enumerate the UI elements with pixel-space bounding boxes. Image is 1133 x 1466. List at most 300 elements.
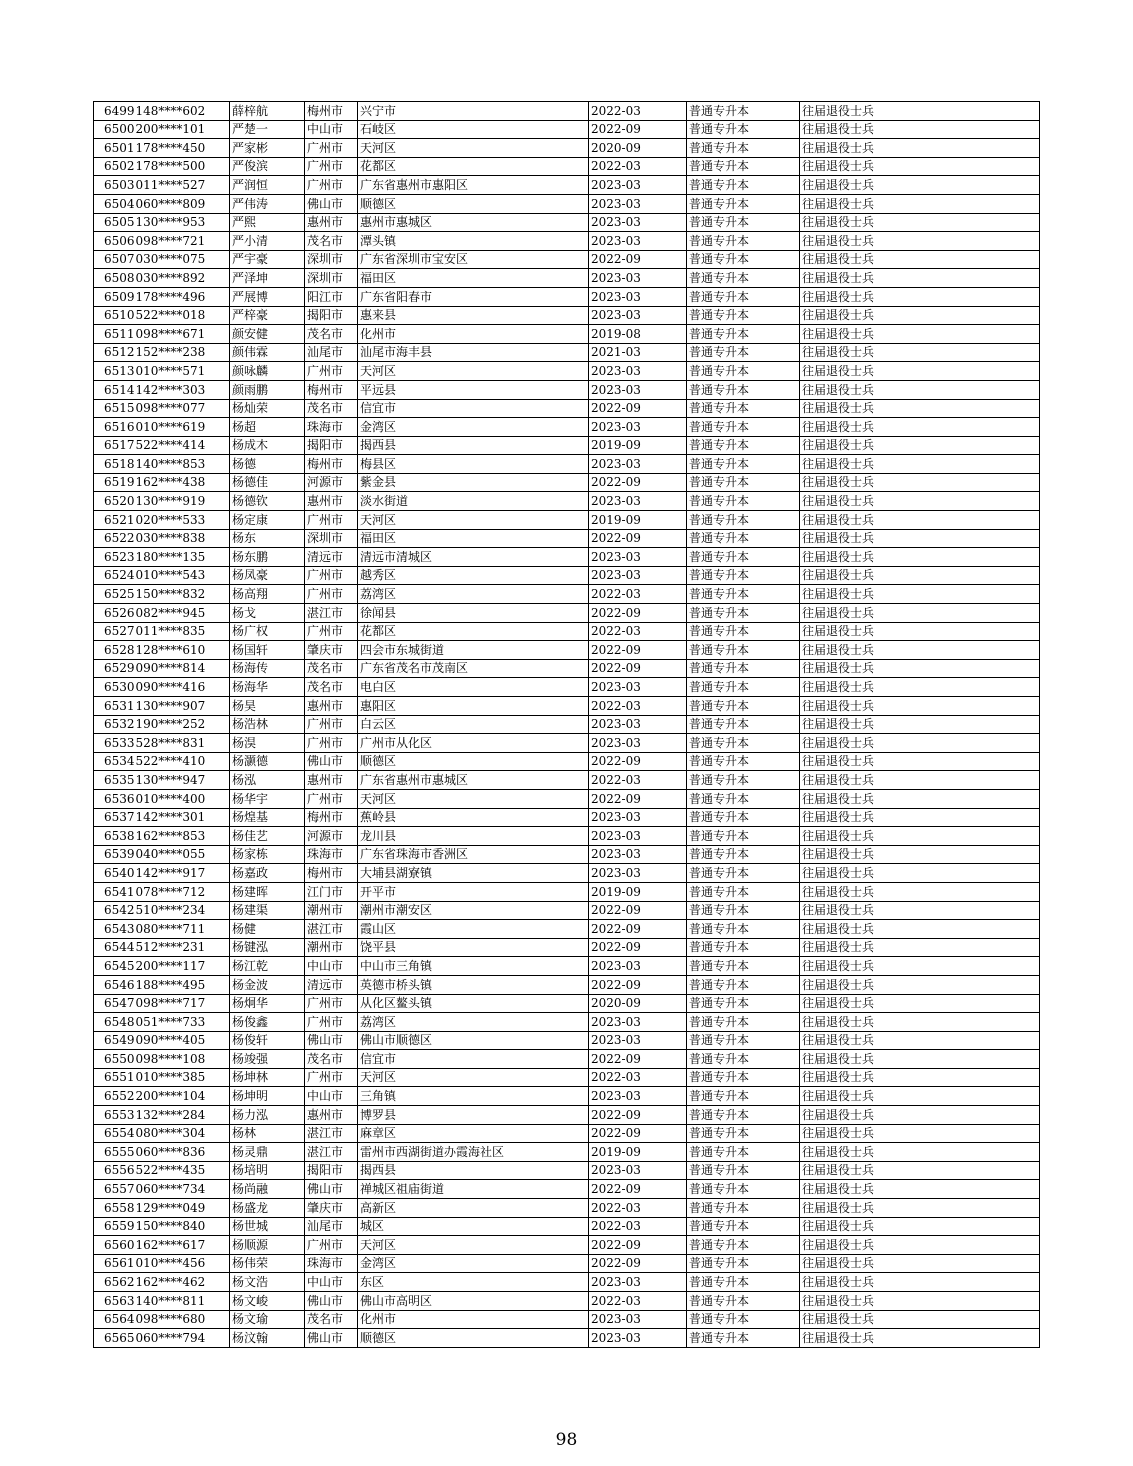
row-district: 中山市三角镇	[358, 957, 589, 976]
row-district: 潮州市潮安区	[358, 901, 589, 920]
row-id: 162****438	[136, 473, 230, 492]
row-number: 6551	[94, 1068, 136, 1087]
row-type: 普通专升本	[687, 418, 800, 437]
row-id: 098****077	[136, 399, 230, 418]
row-type: 普通专升本	[687, 771, 800, 790]
table-row	[94, 1180, 1040, 1199]
row-category: 往届退役士兵	[800, 957, 1040, 976]
row-name: 杨炯华	[230, 994, 305, 1013]
row-category: 往届退役士兵	[800, 380, 1040, 399]
row-id: 078****712	[136, 882, 230, 901]
row-city: 珠海市	[305, 418, 358, 437]
row-number: 6532	[94, 715, 136, 734]
row-category: 往届退役士兵	[800, 1143, 1040, 1162]
table-row	[94, 901, 1040, 920]
row-city: 佛山市	[305, 1329, 358, 1348]
row-id: 011****527	[136, 176, 230, 195]
row-category: 往届退役士兵	[800, 1068, 1040, 1087]
row-type: 普通专升本	[687, 102, 800, 121]
table-row	[94, 789, 1040, 808]
table-row	[94, 771, 1040, 790]
row-name: 杨建晖	[230, 882, 305, 901]
row-date: 2023-03	[589, 176, 687, 195]
row-name: 严家彬	[230, 139, 305, 158]
row-id: 010****619	[136, 418, 230, 437]
row-city: 茂名市	[305, 399, 358, 418]
row-name: 严楚一	[230, 120, 305, 139]
row-number: 6507	[94, 250, 136, 269]
row-type: 普通专升本	[687, 882, 800, 901]
row-district: 龙川县	[358, 827, 589, 846]
row-name: 杨泓	[230, 771, 305, 790]
row-id: 200****101	[136, 120, 230, 139]
table-row	[94, 1217, 1040, 1236]
row-name: 杨煌基	[230, 808, 305, 827]
row-date: 2022-03	[589, 1199, 687, 1218]
row-name: 杨国轩	[230, 641, 305, 660]
row-number: 6513	[94, 362, 136, 381]
row-name: 杨东	[230, 529, 305, 548]
row-city: 清远市	[305, 548, 358, 567]
row-date: 2023-03	[589, 1013, 687, 1032]
row-city: 梅州市	[305, 864, 358, 883]
row-type: 普通专升本	[687, 734, 800, 753]
row-name: 杨戈	[230, 604, 305, 623]
row-district: 花都区	[358, 622, 589, 641]
row-city: 广州市	[305, 566, 358, 585]
row-id: 178****500	[136, 157, 230, 176]
row-category: 往届退役士兵	[800, 102, 1040, 121]
row-city: 阳江市	[305, 287, 358, 306]
row-date: 2023-03	[589, 1329, 687, 1348]
row-district: 汕尾市海丰县	[358, 343, 589, 362]
row-name: 严泽坤	[230, 269, 305, 288]
table-row	[94, 994, 1040, 1013]
table-row	[94, 176, 1040, 195]
row-city: 汕尾市	[305, 343, 358, 362]
row-district: 天河区	[358, 511, 589, 530]
row-category: 往届退役士兵	[800, 1236, 1040, 1255]
row-name: 严俊滨	[230, 157, 305, 176]
row-name: 杨海传	[230, 659, 305, 678]
row-district: 佛山市顺德区	[358, 1031, 589, 1050]
row-id: 132****284	[136, 1106, 230, 1125]
row-category: 往届退役士兵	[800, 697, 1040, 716]
row-category: 往届退役士兵	[800, 585, 1040, 604]
row-number: 6545	[94, 957, 136, 976]
row-id: 128****610	[136, 641, 230, 660]
row-name: 颜雨鹏	[230, 380, 305, 399]
row-name: 杨浩林	[230, 715, 305, 734]
row-id: 142****301	[136, 808, 230, 827]
row-date: 2023-03	[589, 734, 687, 753]
row-category: 往届退役士兵	[800, 139, 1040, 158]
row-category: 往届退役士兵	[800, 566, 1040, 585]
row-city: 茂名市	[305, 678, 358, 697]
table-row	[94, 734, 1040, 753]
row-district: 潭头镇	[358, 232, 589, 251]
row-number: 6556	[94, 1161, 136, 1180]
row-name: 杨林	[230, 1124, 305, 1143]
row-district: 福田区	[358, 269, 589, 288]
row-type: 普通专升本	[687, 827, 800, 846]
row-date: 2023-03	[589, 455, 687, 474]
row-city: 梅州市	[305, 808, 358, 827]
row-name: 杨海华	[230, 678, 305, 697]
row-type: 普通专升本	[687, 752, 800, 771]
row-date: 2023-03	[589, 287, 687, 306]
row-category: 往届退役士兵	[800, 901, 1040, 920]
row-number: 6515	[94, 399, 136, 418]
row-city: 惠州市	[305, 492, 358, 511]
table-row	[94, 250, 1040, 269]
row-id: 010****385	[136, 1068, 230, 1087]
row-date: 2019-09	[589, 1143, 687, 1162]
row-number: 6504	[94, 194, 136, 213]
row-name: 杨德佳	[230, 473, 305, 492]
row-number: 6523	[94, 548, 136, 567]
row-type: 普通专升本	[687, 399, 800, 418]
table-row	[94, 1124, 1040, 1143]
row-type: 普通专升本	[687, 938, 800, 957]
row-city: 梅州市	[305, 380, 358, 399]
row-number: 6560	[94, 1236, 136, 1255]
row-date: 2021-03	[589, 343, 687, 362]
row-date: 2022-03	[589, 697, 687, 716]
table-row	[94, 213, 1040, 232]
row-category: 往届退役士兵	[800, 1013, 1040, 1032]
row-city: 佛山市	[305, 1292, 358, 1311]
table-row	[94, 975, 1040, 994]
row-number: 6558	[94, 1199, 136, 1218]
row-district: 三角镇	[358, 1087, 589, 1106]
table-row	[94, 232, 1040, 251]
table-row	[94, 864, 1040, 883]
row-number: 6502	[94, 157, 136, 176]
row-number: 6538	[94, 827, 136, 846]
row-type: 普通专升本	[687, 604, 800, 623]
row-number: 6540	[94, 864, 136, 883]
row-number: 6534	[94, 752, 136, 771]
row-category: 往届退役士兵	[800, 492, 1040, 511]
row-city: 深圳市	[305, 529, 358, 548]
row-date: 2023-03	[589, 548, 687, 567]
row-name: 严伟涛	[230, 194, 305, 213]
row-name: 严宇豪	[230, 250, 305, 269]
row-type: 普通专升本	[687, 120, 800, 139]
row-city: 湛江市	[305, 920, 358, 939]
row-category: 往届退役士兵	[800, 1124, 1040, 1143]
row-name: 严梓豪	[230, 306, 305, 325]
table-row	[94, 362, 1040, 381]
row-name: 杨华宇	[230, 789, 305, 808]
row-type: 普通专升本	[687, 306, 800, 325]
table-row	[94, 1013, 1040, 1032]
row-id: 140****853	[136, 455, 230, 474]
row-city: 江门市	[305, 882, 358, 901]
row-type: 普通专升本	[687, 697, 800, 716]
row-type: 普通专升本	[687, 1124, 800, 1143]
row-type: 普通专升本	[687, 1217, 800, 1236]
row-type: 普通专升本	[687, 250, 800, 269]
row-city: 肇庆市	[305, 1199, 358, 1218]
table-row	[94, 157, 1040, 176]
row-id: 130****947	[136, 771, 230, 790]
row-district: 雷州市西湖街道办霞海社区	[358, 1143, 589, 1162]
row-date: 2022-09	[589, 901, 687, 920]
row-type: 普通专升本	[687, 920, 800, 939]
row-name: 杨广权	[230, 622, 305, 641]
row-district: 城区	[358, 1217, 589, 1236]
row-date: 2023-03	[589, 380, 687, 399]
row-date: 2019-09	[589, 436, 687, 455]
row-number: 6506	[94, 232, 136, 251]
row-district: 徐闻县	[358, 604, 589, 623]
table-row	[94, 1087, 1040, 1106]
row-number: 6544	[94, 938, 136, 957]
table-row	[94, 1143, 1040, 1162]
row-id: 178****450	[136, 139, 230, 158]
row-district: 天河区	[358, 789, 589, 808]
row-category: 往届退役士兵	[800, 194, 1040, 213]
row-city: 广州市	[305, 715, 358, 734]
row-id: 190****252	[136, 715, 230, 734]
row-id: 060****794	[136, 1329, 230, 1348]
row-type: 普通专升本	[687, 380, 800, 399]
row-name: 杨淏	[230, 734, 305, 753]
row-name: 杨文浩	[230, 1273, 305, 1292]
row-type: 普通专升本	[687, 1292, 800, 1311]
table-row	[94, 548, 1040, 567]
row-number: 6533	[94, 734, 136, 753]
row-number: 6527	[94, 622, 136, 641]
row-date: 2022-09	[589, 1236, 687, 1255]
row-type: 普通专升本	[687, 789, 800, 808]
row-category: 往届退役士兵	[800, 1329, 1040, 1348]
row-id: 010****400	[136, 789, 230, 808]
row-city: 惠州市	[305, 771, 358, 790]
row-city: 佛山市	[305, 1180, 358, 1199]
row-type: 普通专升本	[687, 1031, 800, 1050]
row-id: 060****809	[136, 194, 230, 213]
row-category: 往届退役士兵	[800, 436, 1040, 455]
table-row	[94, 492, 1040, 511]
row-city: 广州市	[305, 622, 358, 641]
table-row	[94, 1031, 1040, 1050]
row-type: 普通专升本	[687, 194, 800, 213]
row-id: 010****571	[136, 362, 230, 381]
row-type: 普通专升本	[687, 975, 800, 994]
row-number: 6550	[94, 1050, 136, 1069]
row-number: 6554	[94, 1124, 136, 1143]
row-category: 往届退役士兵	[800, 1273, 1040, 1292]
row-type: 普通专升本	[687, 641, 800, 660]
row-type: 普通专升本	[687, 436, 800, 455]
row-id: 152****238	[136, 343, 230, 362]
table-row	[94, 1329, 1040, 1348]
row-city: 汕尾市	[305, 1217, 358, 1236]
row-category: 往届退役士兵	[800, 120, 1040, 139]
row-name: 杨建渠	[230, 901, 305, 920]
row-category: 往届退役士兵	[800, 994, 1040, 1013]
row-date: 2023-03	[589, 418, 687, 437]
row-type: 普通专升本	[687, 1143, 800, 1162]
row-category: 往届退役士兵	[800, 1217, 1040, 1236]
row-type: 普通专升本	[687, 585, 800, 604]
row-city: 惠州市	[305, 1106, 358, 1125]
table-row	[94, 473, 1040, 492]
row-city: 茂名市	[305, 325, 358, 344]
row-id: 098****671	[136, 325, 230, 344]
row-type: 普通专升本	[687, 1068, 800, 1087]
row-district: 淡水街道	[358, 492, 589, 511]
row-date: 2023-03	[589, 1310, 687, 1329]
row-category: 往届退役士兵	[800, 287, 1040, 306]
row-district: 大埔县湖寮镇	[358, 864, 589, 883]
row-date: 2023-03	[589, 827, 687, 846]
table-row	[94, 920, 1040, 939]
row-date: 2022-09	[589, 789, 687, 808]
row-id: 090****416	[136, 678, 230, 697]
row-category: 往届退役士兵	[800, 269, 1040, 288]
row-district: 惠来县	[358, 306, 589, 325]
row-date: 2023-03	[589, 362, 687, 381]
row-id: 080****711	[136, 920, 230, 939]
row-name: 薛梓航	[230, 102, 305, 121]
row-date: 2022-09	[589, 1106, 687, 1125]
row-id: 098****721	[136, 232, 230, 251]
row-district: 梅县区	[358, 455, 589, 474]
row-number: 6503	[94, 176, 136, 195]
row-name: 杨文瑜	[230, 1310, 305, 1329]
row-number: 6559	[94, 1217, 136, 1236]
row-name: 杨灵鼎	[230, 1143, 305, 1162]
row-name: 杨昊	[230, 697, 305, 716]
table-row	[94, 1310, 1040, 1329]
row-category: 往届退役士兵	[800, 827, 1040, 846]
row-city: 广州市	[305, 139, 358, 158]
row-district: 禅城区祖庙街道	[358, 1180, 589, 1199]
row-district: 广东省深圳市宝安区	[358, 250, 589, 269]
row-date: 2023-03	[589, 232, 687, 251]
table-row	[94, 882, 1040, 901]
row-date: 2023-03	[589, 678, 687, 697]
row-category: 往届退役士兵	[800, 325, 1040, 344]
row-city: 广州市	[305, 585, 358, 604]
row-name: 杨力泓	[230, 1106, 305, 1125]
row-name: 严展博	[230, 287, 305, 306]
row-type: 普通专升本	[687, 1050, 800, 1069]
row-type: 普通专升本	[687, 529, 800, 548]
row-city: 深圳市	[305, 269, 358, 288]
row-type: 普通专升本	[687, 213, 800, 232]
row-category: 往届退役士兵	[800, 845, 1040, 864]
row-number: 6542	[94, 901, 136, 920]
row-date: 2019-08	[589, 325, 687, 344]
row-date: 2022-03	[589, 585, 687, 604]
table-row	[94, 827, 1040, 846]
row-district: 化州市	[358, 325, 589, 344]
page-number: 98	[555, 1430, 578, 1450]
row-district: 东区	[358, 1273, 589, 1292]
table-row	[94, 641, 1040, 660]
row-date: 2022-03	[589, 1217, 687, 1236]
row-city: 揭阳市	[305, 436, 358, 455]
row-district: 电白区	[358, 678, 589, 697]
row-name: 杨金波	[230, 975, 305, 994]
table-row	[94, 808, 1040, 827]
row-category: 往届退役士兵	[800, 306, 1040, 325]
row-type: 普通专升本	[687, 473, 800, 492]
table-row	[94, 343, 1040, 362]
row-city: 中山市	[305, 120, 358, 139]
row-category: 往届退役士兵	[800, 529, 1040, 548]
records-body	[94, 102, 1040, 1348]
row-date: 2022-09	[589, 659, 687, 678]
row-name: 杨俊鑫	[230, 1013, 305, 1032]
row-district: 天河区	[358, 1068, 589, 1087]
table-row	[94, 1161, 1040, 1180]
row-type: 普通专升本	[687, 362, 800, 381]
row-city: 佛山市	[305, 752, 358, 771]
table-row	[94, 715, 1040, 734]
records-table	[93, 101, 1040, 1348]
row-name: 杨俊轩	[230, 1031, 305, 1050]
row-category: 往届退役士兵	[800, 1106, 1040, 1125]
row-date: 2023-03	[589, 566, 687, 585]
row-category: 往届退役士兵	[800, 808, 1040, 827]
row-name: 杨键泓	[230, 938, 305, 957]
row-category: 往届退役士兵	[800, 1310, 1040, 1329]
row-name: 颜伟霖	[230, 343, 305, 362]
row-district: 惠州市惠城区	[358, 213, 589, 232]
row-district: 白云区	[358, 715, 589, 734]
table-row	[94, 325, 1040, 344]
row-category: 往届退役士兵	[800, 882, 1040, 901]
row-number: 6553	[94, 1106, 136, 1125]
row-number: 6514	[94, 380, 136, 399]
row-district: 麻章区	[358, 1124, 589, 1143]
row-district: 蕉岭县	[358, 808, 589, 827]
row-district: 金湾区	[358, 418, 589, 437]
row-number: 6543	[94, 920, 136, 939]
row-number: 6522	[94, 529, 136, 548]
row-number: 6537	[94, 808, 136, 827]
row-number: 6517	[94, 436, 136, 455]
row-type: 普通专升本	[687, 1106, 800, 1125]
row-id: 522****435	[136, 1161, 230, 1180]
row-city: 广州市	[305, 734, 358, 753]
row-number: 6500	[94, 120, 136, 139]
row-number: 6509	[94, 287, 136, 306]
row-date: 2022-03	[589, 102, 687, 121]
row-id: 098****108	[136, 1050, 230, 1069]
row-date: 2022-09	[589, 604, 687, 623]
row-city: 珠海市	[305, 845, 358, 864]
row-type: 普通专升本	[687, 1199, 800, 1218]
row-type: 普通专升本	[687, 455, 800, 474]
row-id: 060****836	[136, 1143, 230, 1162]
row-type: 普通专升本	[687, 157, 800, 176]
row-type: 普通专升本	[687, 1329, 800, 1348]
row-number: 6531	[94, 697, 136, 716]
row-number: 6524	[94, 566, 136, 585]
row-id: 051****733	[136, 1013, 230, 1032]
row-date: 2023-03	[589, 715, 687, 734]
row-name: 杨竣强	[230, 1050, 305, 1069]
row-id: 142****303	[136, 380, 230, 399]
row-name: 颜安健	[230, 325, 305, 344]
